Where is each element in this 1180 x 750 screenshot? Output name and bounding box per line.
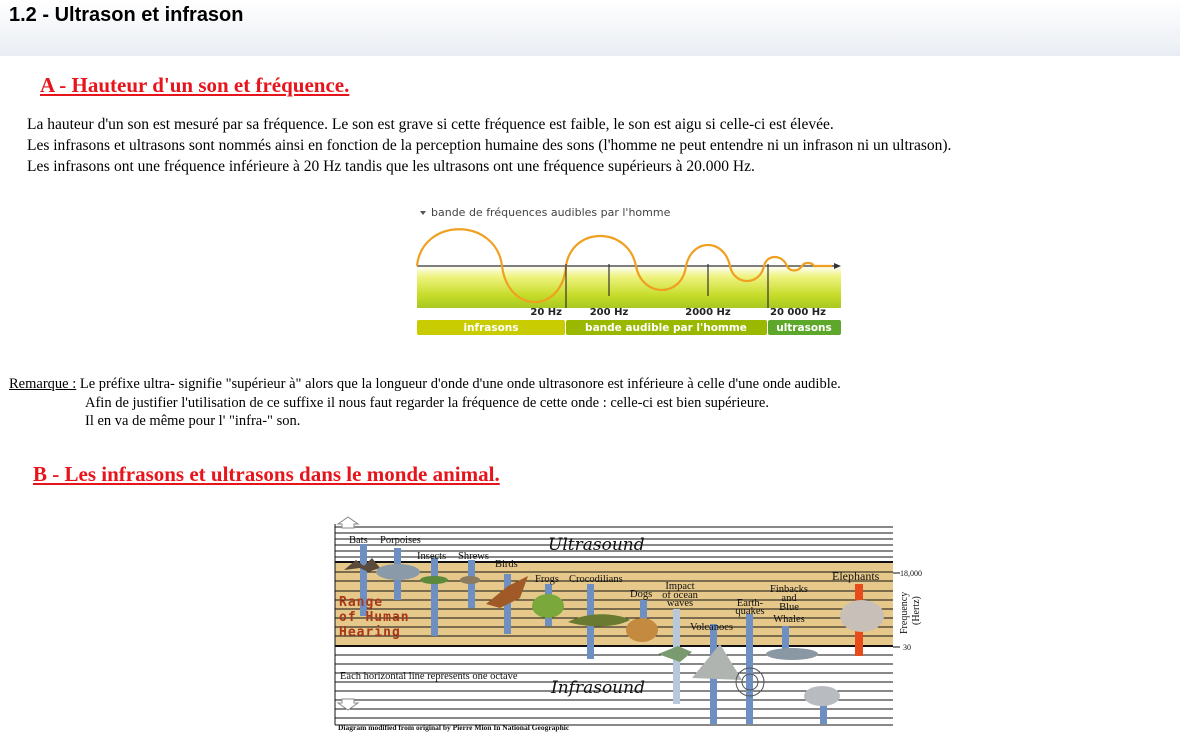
label-impact-1: Impact — [665, 581, 695, 592]
label-finbacks-2: and — [781, 593, 797, 604]
octave-note: Each horizontal line represents one octave — [340, 671, 518, 682]
infrasound-label: Infrasound — [551, 678, 645, 698]
lizard-icon — [420, 576, 448, 584]
section-a-heading: A - Hauteur d'un son et fréquence. — [40, 73, 350, 97]
label-crocodilians: Crocodilians — [569, 574, 623, 585]
explosion-icon — [804, 686, 840, 706]
label-bats: Bats — [349, 535, 368, 546]
page-title: 1.2 - Ultrason et infrason — [9, 4, 244, 26]
whale-icon — [766, 648, 818, 660]
frequency-gradient-area — [417, 266, 841, 308]
range-label-line-3: Hearing — [339, 625, 401, 640]
label-finbacks-3: Blue — [779, 602, 799, 613]
axis-tick-label-30: 30 — [903, 643, 911, 652]
band-label-infrasons: infrasons — [463, 322, 519, 334]
dog-icon — [626, 618, 658, 642]
diagram-credit: Diagram modified from original by Pierre Mion In National Geographic — [338, 723, 570, 732]
band-label-ultrasons: ultrasons — [776, 322, 832, 334]
tick-label-20hz: 20 Hz — [530, 307, 562, 318]
remark-line-3: Il en va de même pour l' "infra-" son. — [85, 413, 301, 429]
label-earthquakes-1: Earth- — [736, 598, 764, 609]
remark-line-1 — [9, 376, 841, 393]
tick-label-2000hz: 2000 Hz — [685, 307, 731, 318]
paragraph-pitch: La hauteur d'un son est mesuré par sa fréquence. Le son est grave si cette fréquence est faible, le son est aigu si celle-ci est élevée. — [27, 116, 834, 133]
label-dogs: Dogs — [630, 589, 653, 600]
animal-hearing-diagram — [330, 514, 930, 736]
axis-label-hertz: (Hertz) — [911, 596, 922, 625]
label-shrews: Shrews — [458, 551, 489, 562]
ultrasound-label: Ultrasound — [548, 535, 645, 555]
remark-text-1: Le préfixe ultra- signifie "supérieur à" alors que la longueur d'onde d'une onde ultrasonore est inférieure à celle d'une onde audible. — [76, 376, 841, 392]
label-volcanoes: Volcanoes — [690, 622, 733, 633]
label-elephants: Elephants — [832, 569, 880, 583]
axis-tick-label-18000: 18,000 — [900, 569, 922, 578]
frog-icon — [532, 594, 564, 618]
tick-label-20000hz: 20 000 Hz — [770, 307, 826, 318]
section-b-heading: B - Les infrasons et ultrasons dans le monde animal. — [33, 462, 500, 486]
tick-label-200hz: 200 Hz — [589, 307, 629, 318]
label-finbacks-1: Finbacks — [770, 584, 808, 595]
page-header — [0, 0, 1180, 56]
remark-line-2: Afin de justifier l'utilisation de ce suffixe il nous faut regarder la fréquence de cette onde : celle-ci est bien supérieure. — [85, 395, 769, 411]
label-porpoises: Porpoises — [380, 535, 421, 546]
wave-impact-icon — [658, 646, 692, 662]
band-label-audible: bande audible par l'homme — [585, 322, 747, 334]
label-earthquakes-2: quakes — [735, 606, 765, 617]
frequency-figure-caption: bande de fréquences audibles par l'homme — [431, 206, 671, 219]
label-frogs: Frogs — [535, 574, 559, 585]
caret-down-icon — [420, 211, 426, 215]
shrew-icon — [460, 576, 480, 584]
remark-label: Remarque : — [9, 376, 77, 392]
up-arrow-icon — [338, 517, 358, 528]
paragraph-limits: Les infrasons ont une fréquence inférieure à 20 Hz tandis que les ultrasons ont une fréquence supérieurs à 20.000 Hz. — [27, 158, 755, 175]
label-insects: Insects — [417, 551, 447, 562]
label-impact-2: of ocean — [662, 590, 698, 601]
range-label-line-1: Range — [339, 595, 384, 610]
axis-label-frequency: Frequency — [899, 591, 910, 634]
down-arrow-icon — [338, 699, 358, 710]
porpoise-icon — [376, 564, 420, 580]
label-impact-3: waves — [666, 598, 694, 609]
paragraph-perception: Les infrasons et ultrasons sont nommés ainsi en fonction de la perception humaine des sons (l'homme ne peut entendre ni un infrason ni un ultrason). — [27, 137, 952, 154]
label-finbacks-4: Whales — [773, 614, 805, 625]
label-birds: Birds — [495, 559, 518, 570]
frequency-band-figure — [414, 202, 844, 338]
volcano-icon — [692, 644, 742, 680]
elephant-icon — [840, 600, 884, 632]
range-label-line-2: of Human — [339, 610, 410, 625]
